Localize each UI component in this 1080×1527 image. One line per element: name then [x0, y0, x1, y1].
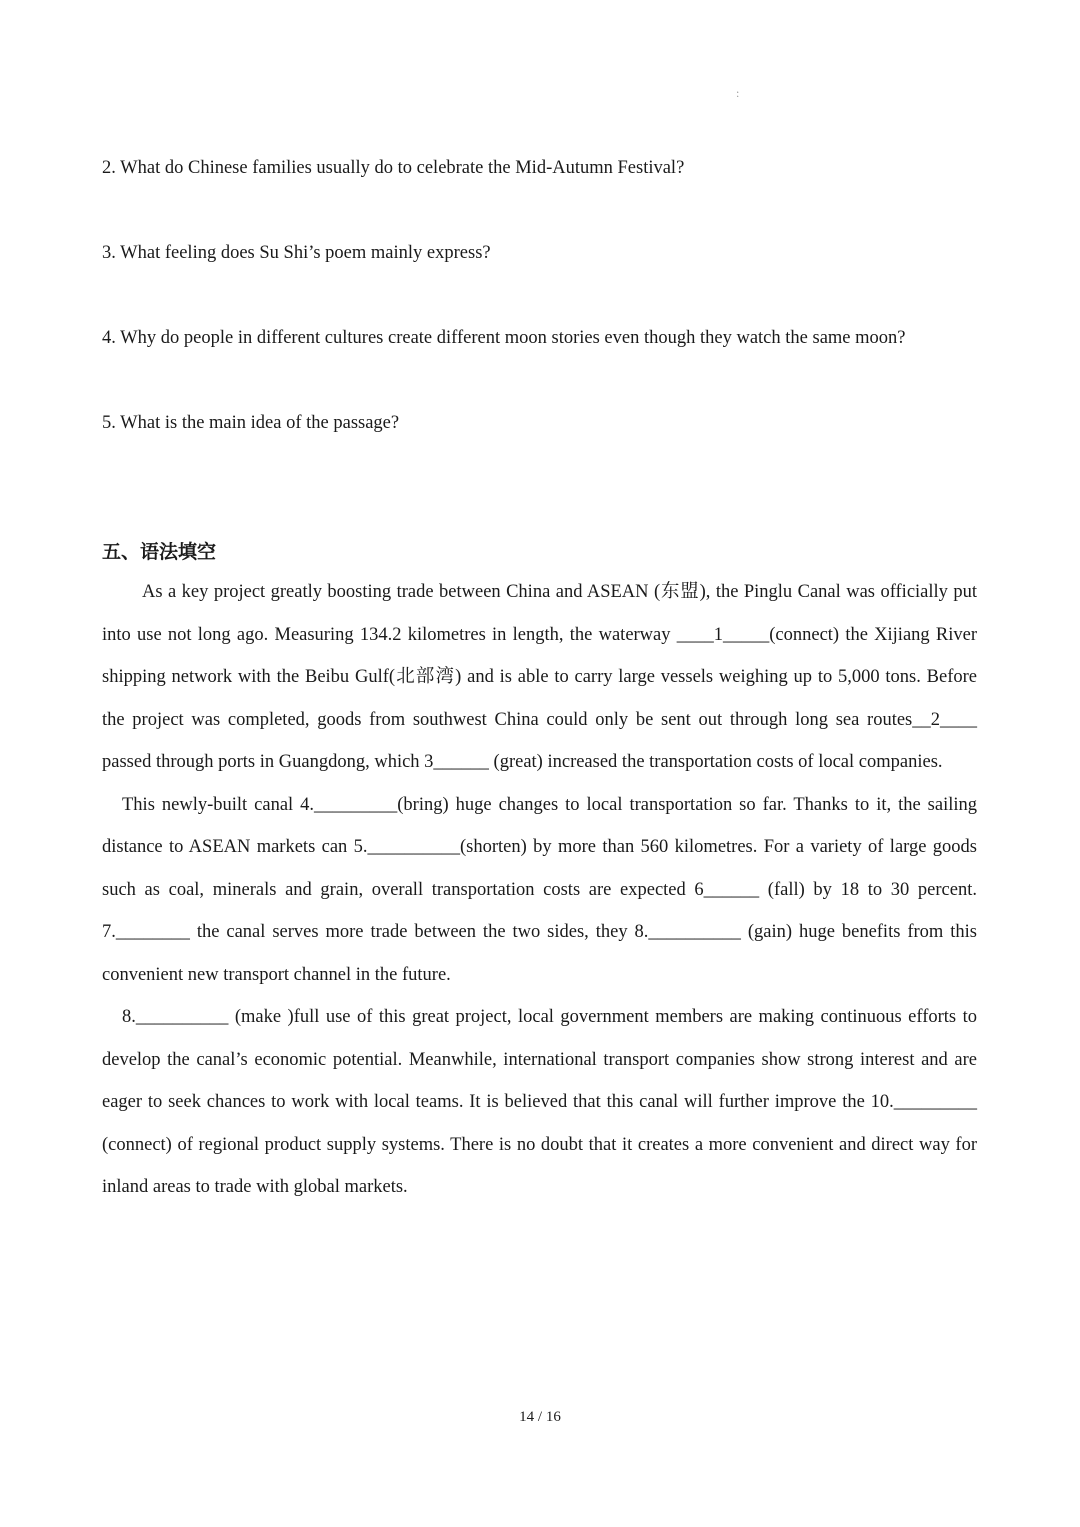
- question-2: 2. What do Chinese families usually do to celebrate the Mid-Autumn Festival?: [102, 158, 685, 178]
- page-number: 14 / 16: [519, 1409, 561, 1425]
- question-3: 3. What feeling does Su Shi’s poem mainly express?: [102, 243, 491, 263]
- grammar-fill-passage: [102, 571, 977, 1209]
- page-mark: :: [736, 86, 740, 100]
- question-5: 5. What is the main idea of the passage?: [102, 413, 400, 433]
- passage-paragraph-1: As a key project greatly boosting trade between China and ASEAN (东盟), the Pinglu Canal was officially put into use not long ago. Measuring 134.2 kilometres in length, the waterway ____1_____(connect) the Xijiang River shipping network with the Beibu Gulf(北部湾) and is able to carry large vessels weighing up to 5,000 tons. Before the project was completed, goods from southwest China could only be sent out through long sea routes__2____ passed through ports in Guangdong, which 3______ (great) increased the transportation costs of local companies.: [102, 582, 977, 772]
- question-4: 4. Why do people in different cultures create different moon stories even though they watch the same moon?: [102, 328, 906, 348]
- passage-paragraph-2: This newly-built canal 4._________(bring) huge changes to local transportation so far. Thanks to it, the sailing distance to ASEAN markets can 5.__________(shorten) by more than 560 kilometres. For a variety of large goods such as coal, minerals and grain, overall transportation costs are expected 6______ (fall) by 18 to 30 percent. 7.________ the canal serves more trade between the two sides, they 8.__________ (gain) huge benefits from this convenient new transport channel in the future.: [102, 794, 977, 985]
- section-heading: 五、语法填空: [102, 541, 217, 563]
- passage-paragraph-3: 8.__________ (make )full use of this great project, local government members are making continuous efforts to develop the canal’s economic potential. Meanwhile, international transport companies show strong interest and are eager to seek chances to work with local teams. It is believed that this canal will further improve the 10._________ (connect) of regional product supply systems. There is no doubt that it creates a more convenient and direct way for inland areas to trade with global markets.: [102, 1007, 977, 1197]
